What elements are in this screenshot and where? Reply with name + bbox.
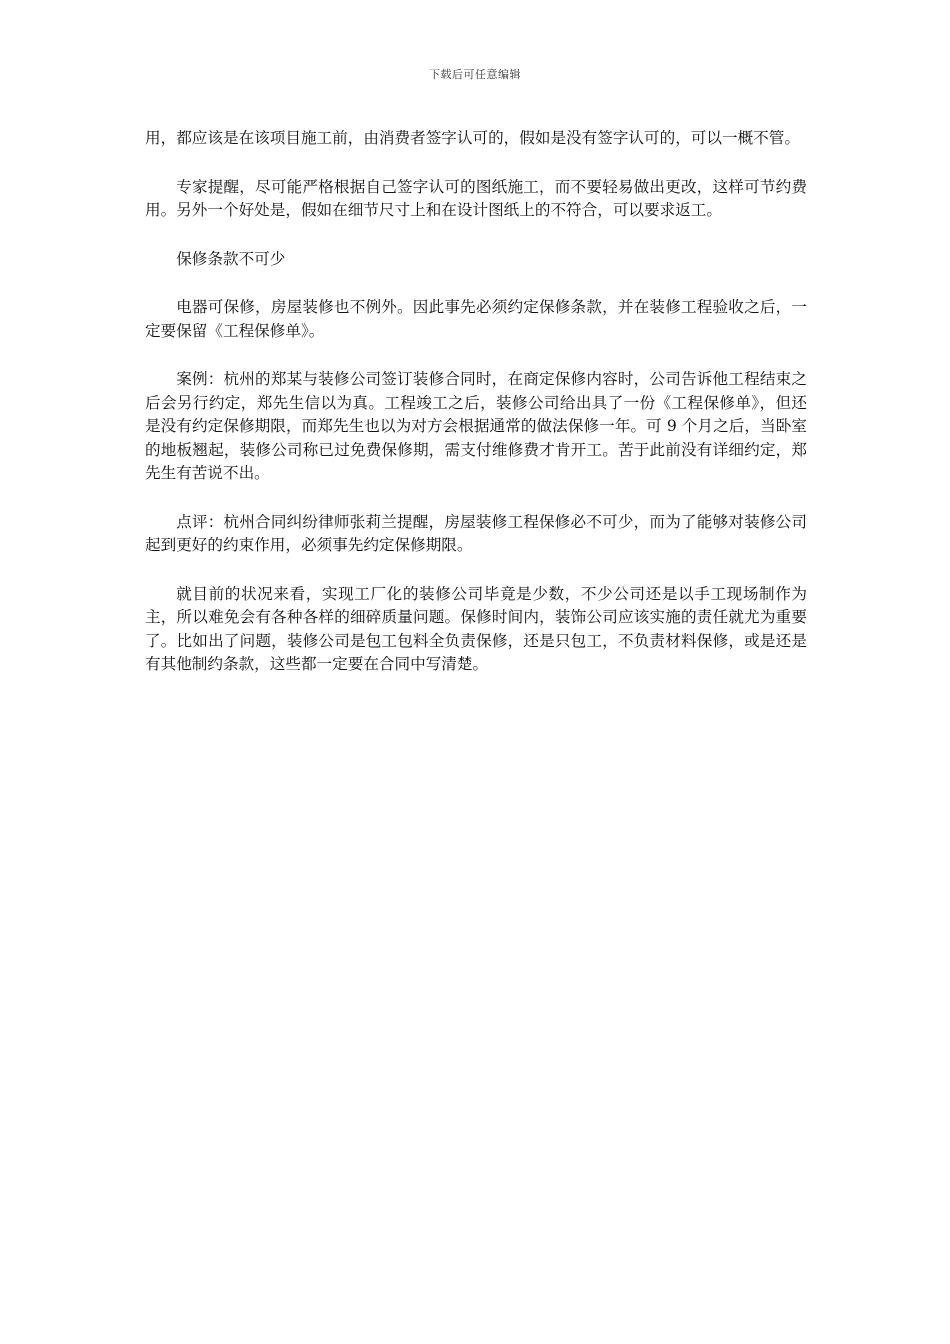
document-body	[145, 127, 807, 702]
paragraph-case-study: 案例：杭州的郑某与装修公司签订装修合同时，在商定保修内容时，公司告诉他工程结束之后会另行约定，郑先生信以为真。工程竣工之后，装修公司给出具了一份《工程保修单》，但还是没有约定保修期限，而郑先生也以为对方会根据通常的做法保修一年。可 9 个月之后，当卧室的地板翘起，装修公司称已过免费保修期，需支付维修费才肯开工。苦于此前没有详细约定，郑先生有苦说不出。	[145, 370, 807, 482]
paragraph-expert-advice: 专家提醒，尽可能严格根据自己签字认可的图纸施工，而不要轻易做出更改，这样可节约费用。另外一个好处是，假如在细节尺寸上和在设计图纸上的不符合，可以要求返工。	[145, 177, 807, 219]
section-heading-warranty: 保修条款不可少	[176, 249, 286, 268]
paragraph-continuation: 用，都应该是在该项目施工前，由消费者签字认可的，假如是没有签字认可的，可以一概不管。	[145, 129, 800, 147]
paragraph-warranty-intro: 电器可保修，房屋装修也不例外。因此事先必须约定保修条款，并在装修工程验收之后，一定要保留《工程保修单》。	[145, 298, 807, 340]
header-note: 下载后可任意编辑	[429, 68, 521, 81]
paragraph-commentary: 点评：杭州合同纠纷律师张莉兰提醒，房屋装修工程保修必不可少，而为了能够对装修公司起到更好的约束作用，必须事先约定保修期限。	[145, 512, 807, 554]
paragraph-conclusion: 就目前的状况来看，实现工厂化的装修公司毕竟是少数，不少公司还是以手工现场制作为主，所以难免会有各种各样的细碎质量问题。保修时间内，装饰公司应该实施的责任就尤为重要了。比如出了问题，装修公司是包工包料全负责保修，还是只包工，不负责材料保修，或是还是有其他制约条款，这些都一定要在合同中写清楚。	[145, 584, 807, 673]
